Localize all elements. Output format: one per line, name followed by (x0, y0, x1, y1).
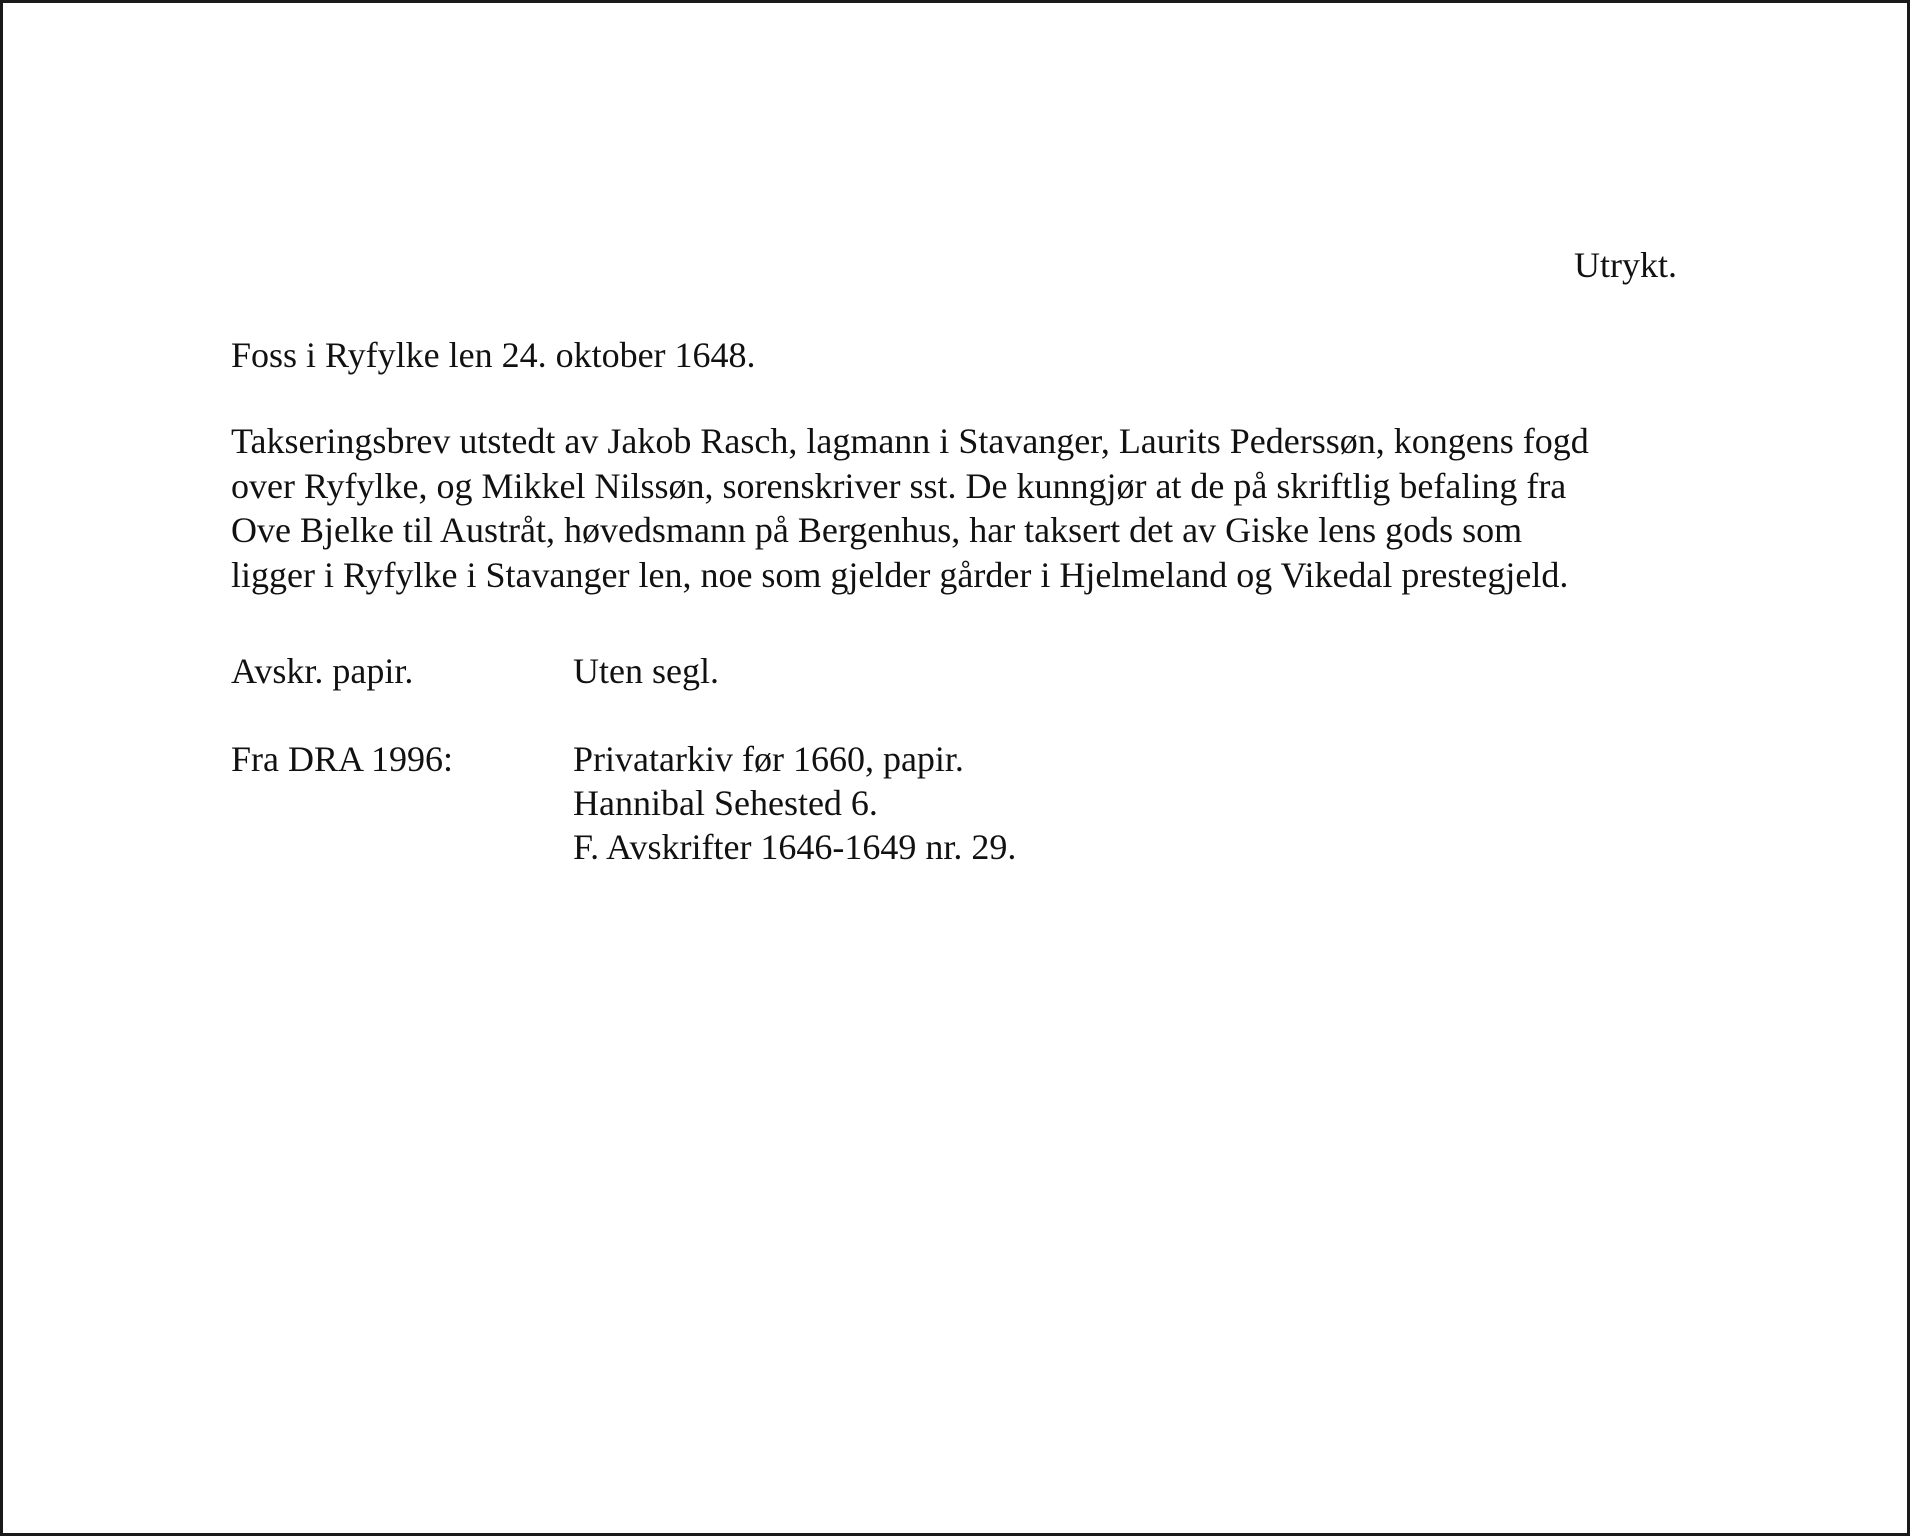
source-label: Fra DRA 1996: (231, 739, 454, 779)
source-line: Hannibal Sehested 6. (573, 783, 878, 823)
material-value-text: Uten segl. (573, 651, 719, 691)
source-line: Privatarkiv før 1660, papir. (573, 739, 964, 779)
date-place-line: Foss i Ryfylke len 24. oktober 1648. (231, 335, 756, 375)
source-reference (573, 737, 1016, 869)
print-status: Utrykt. (1574, 245, 1677, 285)
summary-line: Takseringsbrev utstedt av Jakob Rasch, lagmann i Stavanger, Laurits Pederssøn, kongens fogd (231, 421, 1589, 461)
summary-line: ligger i Ryfylke i Stavanger len, noe som gjelder gårder i Hjelmeland og Vikedal prestegjeld. (231, 554, 1569, 595)
summary-line: Ove Bjelke til Austråt, høvedsmann på Bergenhus, har taksert det av Giske lens gods som (231, 510, 1523, 550)
summary-line: over Ryfylke, og Mikkel Nilssøn, sorenskriver sst. De kunngjør at de på skriftlig befaling fra (231, 465, 1567, 506)
source-line: F. Avskrifter 1646-1649 nr. 29. (573, 827, 1017, 867)
summary-paragraph (231, 419, 1589, 597)
material-value (573, 649, 719, 693)
material-label: Avskr. papir. (231, 651, 414, 691)
